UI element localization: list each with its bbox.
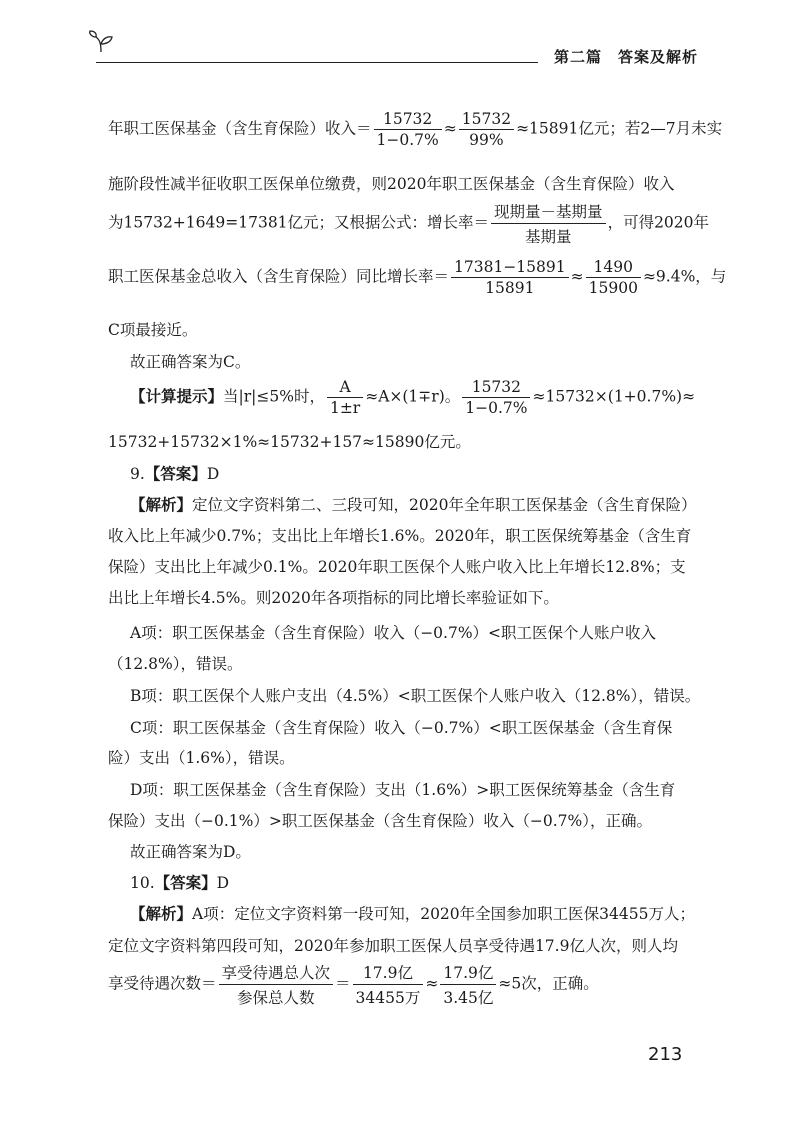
- text-segment: 年职工医保基金（含生育保险）收入＝: [108, 119, 372, 138]
- option-d-line: D项：职工医保基金（含生育保险）支出（1.6%）>职工医保统筹基金（含生育: [130, 781, 676, 799]
- text-segment: ，可得2020年: [607, 213, 710, 232]
- text-line: [108, 961, 599, 1008]
- denominator: 1±r: [329, 399, 361, 417]
- answer-letter: D: [206, 465, 220, 483]
- denominator: 15891: [485, 279, 535, 297]
- text-line: 15732+15732×1%≈15732+157≈15890亿元。: [108, 433, 471, 451]
- fraction: [219, 961, 334, 1008]
- text-segment: ＝: [335, 974, 351, 993]
- analysis-tag: 【解析】: [130, 905, 193, 923]
- text-line: 施阶段性减半征收职工医保单位缴费，则2020年职工医保基金（含生育保险）收入: [108, 175, 675, 193]
- question-number: 10.: [130, 874, 155, 892]
- fraction: [491, 200, 606, 247]
- text-segment: ≈5次，正确。: [498, 974, 599, 993]
- numerator: 17.9亿: [440, 961, 496, 985]
- text-line: 险）支出（1.6%），错误。: [108, 749, 295, 767]
- analysis-tag: 【解析】: [130, 496, 193, 514]
- question-9-answer: [130, 462, 219, 484]
- text-segment: ≈15732×(1+0.7%)≈: [532, 387, 696, 406]
- numerator: 15732: [462, 378, 530, 398]
- text-line: [108, 200, 709, 247]
- text-line: C项最接近。: [108, 321, 198, 339]
- text-line: 保险）支出比上年减少0.1%。2020年职工医保个人账户收入比上年增长12.8%；支: [108, 558, 686, 576]
- denominator: 15900: [588, 279, 638, 297]
- numerator: 15732: [459, 110, 514, 130]
- fraction: [353, 961, 424, 1008]
- text-segment: ≈: [443, 119, 457, 138]
- page-header: [88, 30, 698, 70]
- numerator: 1490: [586, 258, 641, 278]
- answer-line: 故正确答案为D。: [130, 843, 251, 861]
- analysis-line: [130, 493, 696, 515]
- text-segment: 职工医保基金总收入（含生育保险）同比增长率＝: [108, 267, 450, 286]
- text-line: 出比上年增长4.5%。则2020年各项指标的同比增长率验证如下。: [108, 589, 559, 607]
- text-segment: ≈: [570, 267, 584, 286]
- fraction: [440, 961, 496, 1008]
- numerator: 享受待遇总人次: [219, 961, 334, 985]
- text-line: [108, 110, 722, 149]
- calc-tip-tag: 【计算提示】: [130, 387, 224, 406]
- numerator: A: [327, 378, 363, 398]
- text-segment: 享受待遇次数＝: [108, 974, 217, 993]
- fraction: [459, 110, 514, 149]
- analysis-line: [130, 902, 695, 924]
- question-number: 9.: [130, 465, 145, 483]
- text-segment: 定位文字资料第二、三段可知，2020年全年职工医保基金（含生育保险）: [192, 496, 697, 514]
- answer-tag: 【答案】: [144, 465, 207, 483]
- numerator: 15732: [374, 110, 442, 130]
- fraction: [327, 378, 363, 417]
- numerator: 17.9亿: [353, 961, 424, 985]
- header-rule: [96, 62, 538, 63]
- text-segment: A项：定位文字资料第一段可知，2020年全国参加职工医保34455万人；: [192, 905, 695, 923]
- option-c-line: C项：职工医保基金（含生育保险）收入（−0.7%）<职工医保基金（含生育保: [130, 719, 673, 737]
- denominator: 3.45亿: [443, 989, 494, 1007]
- text-segment: ≈9.4%，与: [642, 267, 727, 286]
- numerator: 17381−15891: [451, 258, 569, 278]
- denominator: 34455万: [355, 989, 421, 1007]
- fraction: [451, 258, 569, 297]
- text-segment: ≈A×(1∓r)。: [365, 387, 461, 406]
- option-b-line: B项：职工医保个人账户支出（4.5%）<职工医保个人账户收入（12.8%），错误。: [130, 687, 701, 705]
- text-segment: 为15732+1649=17381亿元；又根据公式：增长率＝: [108, 213, 490, 232]
- text-segment: ≈: [425, 974, 439, 993]
- calc-tip-line: [130, 378, 695, 417]
- text-line: 收入比上年减少0.7%；支出比上年增长1.6%。2020年，职工医保统筹基金（含生育: [108, 527, 692, 545]
- text-segment: 当|r|≤5%时，: [223, 387, 325, 406]
- denominator: 1−0.7%: [376, 131, 439, 149]
- denominator: 99%: [469, 131, 504, 149]
- fraction: [374, 110, 442, 149]
- denominator: 参保总人数: [237, 989, 315, 1007]
- denominator: 1−0.7%: [465, 399, 528, 417]
- option-a-line: A项：职工医保基金（含生育保险）收入（−0.7%）<职工医保个人账户收入: [130, 624, 657, 642]
- text-line: （12.8%），错误。: [108, 655, 243, 673]
- leaf-icon: [88, 30, 114, 54]
- answer-line: 故正确答案为C。: [130, 353, 251, 371]
- page-number: 213: [648, 1044, 683, 1065]
- fraction: [462, 378, 530, 417]
- answer-letter: D: [216, 874, 230, 892]
- numerator: 现期量－基期量: [491, 200, 606, 224]
- answer-tag: 【答案】: [154, 874, 217, 892]
- denominator: 基期量: [525, 228, 572, 246]
- text-segment: ≈15891亿元；若2—7月未实: [516, 119, 723, 138]
- text-line: [108, 258, 726, 297]
- question-10-answer: [130, 871, 229, 893]
- header-section-title: 第二篇 答案及解析: [553, 48, 698, 66]
- text-line: 定位文字资料第四段可知，2020年参加职工医保人员享受待遇17.9亿人次，则人均: [108, 937, 678, 955]
- text-line: 保险）支出（−0.1%）>职工医保基金（含生育保险）收入（−0.7%），正确。: [108, 812, 652, 830]
- fraction: [586, 258, 641, 297]
